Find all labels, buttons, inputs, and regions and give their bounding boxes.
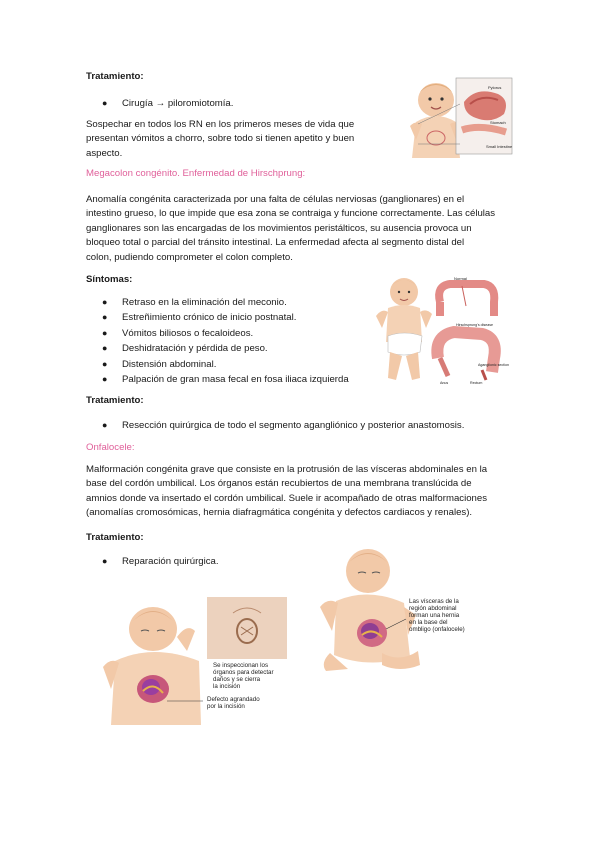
omphalocele-label: Las vísceras de la región abdominal forman una hernia en la base del ombligo (onfalocele): [409, 598, 465, 633]
defect-label: Defecto agrandado por la incisión: [207, 696, 260, 710]
bullet-icon: ●: [102, 98, 108, 108]
bullet-icon: ●: [102, 374, 108, 385]
bullet-icon: ●: [102, 358, 108, 369]
bullet-icon: ●: [102, 327, 108, 338]
pyloric-paragraph: Sospechar en todos los RN en los primeros meses de vida que presentan vómitos a chorro, sobre todo si tienen apetito y buen aspecto.: [86, 119, 355, 159]
list-item: ● Deshidratación y pérdida de peso.: [86, 341, 349, 356]
stomach-label: Stomach: [490, 120, 506, 125]
bullet-icon: ●: [102, 297, 108, 307]
list-item: ● Retraso en la eliminación del meconio.: [86, 295, 349, 310]
treatment-heading-3: Tratamiento:: [86, 532, 144, 543]
list-item: ● Resección quirúrgica de todo el segmento agangliónico y posterior anastomosis.: [86, 418, 464, 433]
onfalocele-paragraph: Malformación congénita grave que consiste en la protrusión de las vísceras abdominales en la base del cordón umbilical. Los órganos están recubiertos de una membrana translúcida de amnios donde va insertado el cordón umbilical. Suele ir acompañado de otras malformaciones (anomalías cromosómicas, hernia diafragmática congénita y defectos cardiacos y renales).: [86, 464, 488, 519]
treatment-list-1: [86, 96, 233, 111]
list-item: ● Cirugía → piloromiotomía.: [86, 96, 233, 111]
list-item: ● Estreñimiento crónico de inicio postnatal.: [86, 310, 349, 325]
aganglionic-label: Aganglionic section: [478, 363, 509, 367]
omphalocele-repair-figure: [103, 597, 291, 725]
list-item: ● Vómitos biliosos o fecaloideos.: [86, 326, 349, 341]
symptoms-heading: Síntomas:: [86, 274, 133, 285]
treatment-list-3: [86, 554, 219, 569]
rectum-label: Rectum: [470, 381, 483, 385]
small-intestine-label: Small Intestine: [486, 144, 513, 149]
megacolon-paragraph: Anomalía congénita caracterizada por una falta de células nerviosas (ganglionares) en el intestino grueso, lo que impide que esa zona se contraiga y funcione correctamente. Las células ganglionares son las encargadas de los movimientos peristálticos, su ausencia provoca un bloqueo total o parcial del tránsito intestinal. La enfermedad afecta al segmento distal del colon, pudiendo comprometer el colon completo.: [86, 194, 496, 263]
onfalocele-title: Onfalocele:: [86, 442, 135, 453]
pylorus-label: Pylorus: [488, 85, 502, 90]
list-item: ● Distensión abdominal.: [86, 357, 349, 372]
bullet-icon: ●: [102, 343, 108, 354]
treatment-heading-2: Tratamiento:: [86, 395, 144, 406]
megacolon-title: Megacolon congénito. Enfermedad de Hirschprung:: [86, 168, 306, 179]
hirschsprung-figure: [374, 272, 509, 388]
inspect-label: Se inspeccionan los órganos para detectar daños y se cierra la incisión: [213, 662, 274, 690]
bullet-icon: ●: [102, 556, 108, 566]
treatment-heading-1: Tratamiento:: [86, 71, 144, 82]
normal-label: Normal: [454, 276, 467, 281]
anus-label: Anus: [440, 381, 449, 385]
treatment-list-2: [86, 418, 464, 433]
bullet-icon: ●: [102, 420, 108, 430]
pylorus-figure: [406, 74, 514, 158]
list-item: ● Palpación de gran masa fecal en fosa iliaca izquierda: [86, 372, 349, 387]
omphalocele-figure: [320, 545, 495, 675]
list-item: ● Reparación quirúrgica.: [86, 554, 219, 569]
bullet-icon: ●: [102, 312, 108, 323]
hirschsprung-label: Hirschsprung's disease: [456, 323, 494, 327]
symptoms-list: [86, 295, 349, 387]
